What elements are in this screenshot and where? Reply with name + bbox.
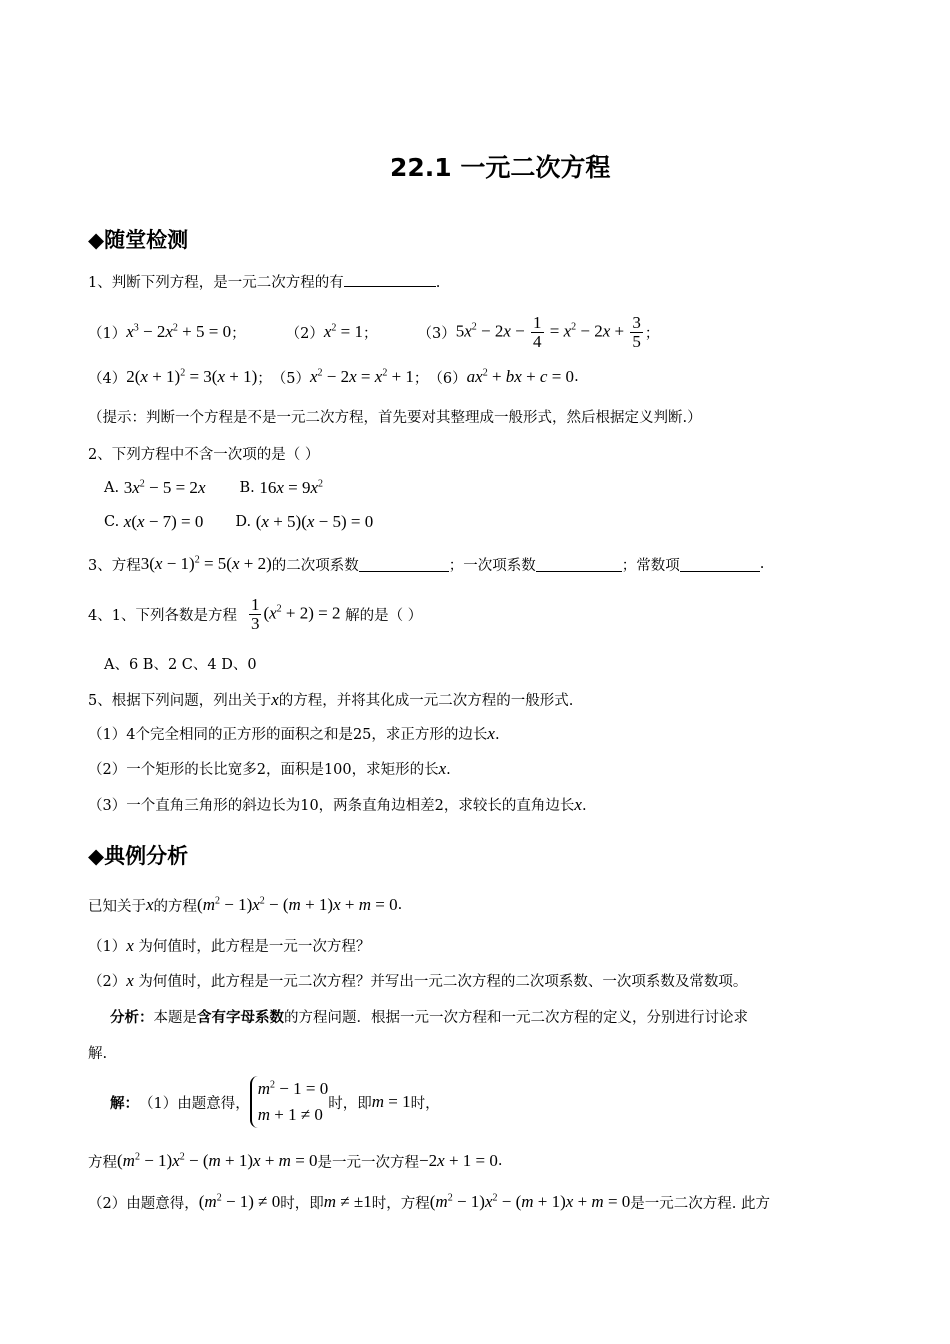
example-equation: $(m^2 - 1)x^2 - (m + 1)x + m = 0$ <box>197 895 398 914</box>
example-analysis: 分析：本题是含有字母系数的方程问题．根据一元一次方程和一元二次方程的定义，分别进行讨论求 <box>110 1009 748 1026</box>
example-intro: 已知关于 x 的方程 $(m^2 - 1)x^2 - (m + 1)x + m = 0$ . <box>88 895 403 915</box>
question-3-equation: $3(x - 1)^2 = 5(x + 2)$ <box>140 554 272 573</box>
equation-system: $m^2 - 1 = 0$ m + 1 ≠ 0 <box>250 1076 328 1129</box>
option-b-equation: $16x = 9x^2$ <box>259 478 324 497</box>
question-5-item-2: （2）一个矩形的长比宽多2，面积是100，求矩形的长x. <box>88 759 451 778</box>
solution-part-1: 解： （1）由题意得， $m^2 - 1 = 0$ m + 1 ≠ 0 时，即 m = 1 时， <box>110 1074 440 1130</box>
question-1-hint: （提示：判断一个方程是不是一元二次方程，首先要对其整理成一般形式，然后根据定义判断.） <box>88 410 702 426</box>
example-question-1: （1）x 为何值时，此方程是一元一次方程？ <box>88 936 371 955</box>
option-d-equation: (x + 5)(x − 5) = 0 <box>255 512 374 531</box>
question-1-row-1: （1） $x^3 - 2x^2 + 5 = 0$ ； （2） $x^2 = 1$ ； （3） $5x^2 - 2x$ − $\frac{1}{4}$ = $x^2 - 2x$ + $\frac{3}{5}$ ； <box>88 312 660 351</box>
question-1-stem: 1、判断下列方程，是一元二次方程的有 . <box>88 271 440 292</box>
question-5-item-3: （3）一个直角三角形的斜边长为10，两条直角边相差2，求较长的直角边长x. <box>88 795 587 814</box>
question-2-stem: 2、下列方程中不含一次项的是（ ） <box>88 447 320 463</box>
question-4-equation: $\frac{1}{3}$ $(x^2 + 2) = 2$ <box>250 594 341 633</box>
example-question-2: （2）x 为何值时，此方程是一元二次方程？并写出一元二次方程的二次项系数、一次项系数及常数项。 <box>88 971 748 990</box>
answer-blank[interactable] <box>359 557 449 572</box>
question-5-stem: 5、根据下列问题，列出关于x的方程，并将其化成一元二次方程的一般形式. <box>88 690 574 709</box>
section-heading-check: ◆随堂检测 <box>88 228 189 252</box>
option-c-equation: x(x − 7) = 0 <box>123 512 204 531</box>
option-a-equation: $3x^2 - 5 = 2x$ <box>123 478 206 497</box>
example-analysis-cont: 解. <box>88 1046 108 1062</box>
question-2-row-cd: C. x(x − 7) = 0 D. (x + 5)(x − 5) = 0 <box>104 512 374 531</box>
question-5-item-1: （1）4个完全相同的正方形的面积之和是25，求正方形的边长x. <box>88 724 500 743</box>
answer-blank[interactable] <box>680 557 760 572</box>
question-1-row-2: （4） $2(x + 1)^2 = 3(x + 1)$ ； （5） $x^2 - 2x = x^2 + 1$ ； （6） $ax^2$ + bx + c = 0 . <box>88 367 579 387</box>
equation-6: $ax^2$ + bx + c = 0 <box>466 367 575 386</box>
equation-3: $5x^2 - 2x$ − $\frac{1}{4}$ = $x^2 - 2x$ + $\frac{3}{5}$ <box>455 312 641 351</box>
equation-5: $x^2 - 2x = x^2 + 1$ <box>309 367 414 386</box>
answer-blank[interactable] <box>344 272 436 287</box>
question-3: 3、方程 $3(x - 1)^2 = 5(x + 2)$ 的二次项系数 ；一次项系数 ；常数项 . <box>88 554 765 574</box>
section-heading-example: ◆典例分析 <box>88 844 189 868</box>
solution-part-2: （2）由题意得， $(m^2 - 1) \ne 0$ 时，即 m ≠ ±1 时，方程 $(m^2 - 1)x^2 - (m + 1)x + m = 0$ 是一元二次方程. 此方 <box>88 1192 770 1212</box>
answer-blank[interactable] <box>536 557 622 572</box>
solution-part-1-line-2: 方程 $(m^2 - 1)x^2 - (m + 1)x + m = 0$ 是一元一次方程 −2x + 1 = 0 . <box>88 1151 503 1171</box>
question-4: 4、1、下列各数是方程 $\frac{1}{3}$ $(x^2 + 2) = 2$ 解的是（ ） <box>88 594 423 633</box>
equation-1: $x^3 - 2x^2 + 5 = 0$ <box>126 322 232 341</box>
equation-2: $x^2 = 1$ <box>323 322 363 341</box>
page-title: 22.1 一元二次方程 <box>390 153 611 182</box>
question-2-row-ab: A. $3x^2 - 5 = 2x$ B. $16x = 9x^2$ <box>104 478 324 497</box>
equation-4: $2(x + 1)^2 = 3(x + 1)$ <box>126 367 258 386</box>
question-4-options: A、6 B、2 C、4 D、0 <box>104 657 257 673</box>
